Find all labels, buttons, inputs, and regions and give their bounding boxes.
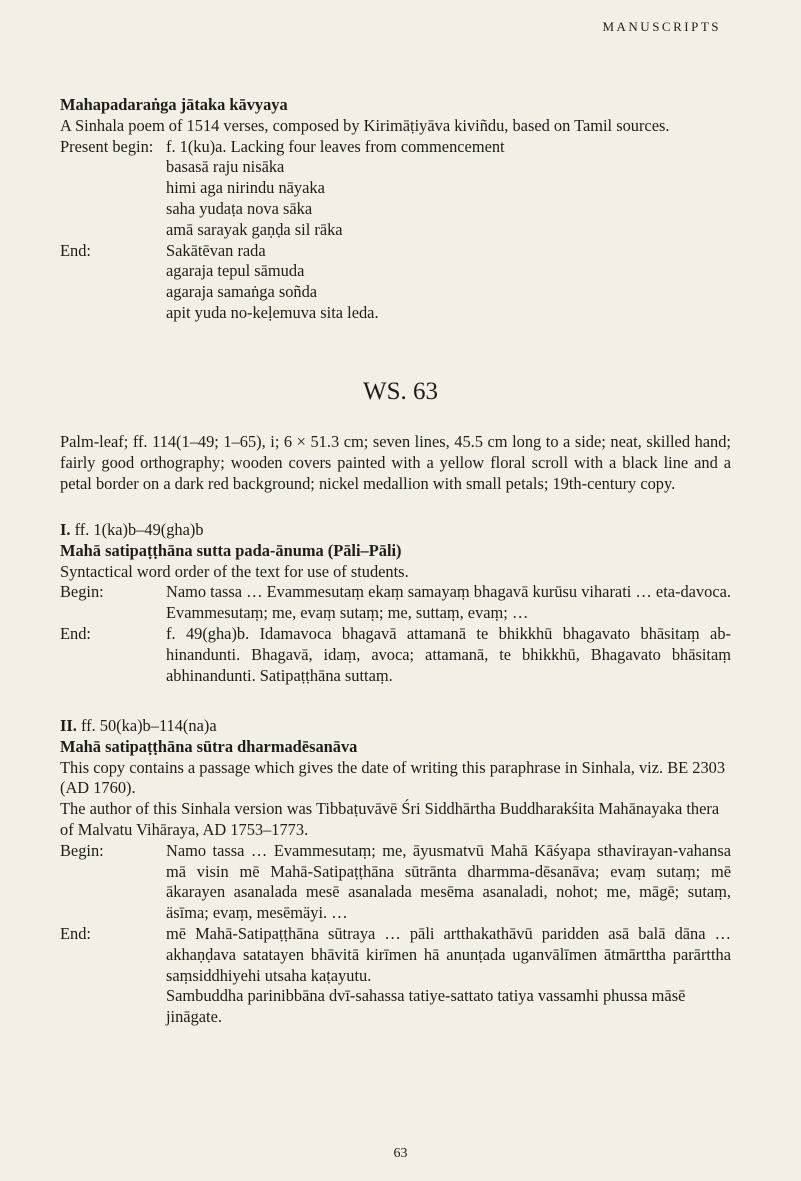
section-description: Syntactical word order of the text for use of students. (60, 561, 409, 581)
entry-mahapadaranga (60, 95, 731, 324)
running-head: MANUSCRIPTS (602, 19, 721, 34)
begin-text: Namo tassa … Evammesutaṃ; me, āyusmatvū Mahā Kāśyapa sthavirayan-vahansa mā visin mē Mahā-Satipaṭṭhāna sūtrānta dharmma-dēsanāva; evaṃ sutaṃ; mē ākarayen asanalada mesē asanalada mesēma asanaladi, nohot; me, māgē; sutaṃ, äsīma; evaṃ, mesēmäyi. … (166, 840, 731, 923)
section-folios: ff. 1(ka)b–49(gha)b (74, 520, 204, 539)
present-begin-row (60, 137, 731, 158)
folio-number: 63 (393, 1146, 408, 1161)
begin-row (60, 582, 731, 624)
end-verse-line: agaraja tepul sāmuda (166, 261, 305, 281)
section-author-note: The author of this Sinhala version was Tibbaṭuvāvē Śri Siddhārtha Buddharakśita Mahānayaka thera of Malvatu Vihāraya, AD 1753–1773. (60, 799, 720, 839)
section-description: This copy contains a passage which gives the date of writing this paraphrase in Sinhala, viz. BE 2303 (AD 1760). (60, 757, 726, 798)
end-label: End: (60, 240, 91, 260)
entry-title: Mahapadaraṅga jātaka kāvyaya (60, 95, 288, 114)
end-label: End: (60, 923, 91, 943)
begin-verse-line: amā sarayak gaṇḍa sil rāka (166, 219, 343, 239)
begin-row (60, 841, 731, 924)
entry-description: A Sinhala poem of 1514 verses, composed by Kirimāṭiyāva kiviñdu, based on Tamil sources. (60, 115, 670, 135)
section-folios: ff. 50(ka)b–114(na)a (80, 716, 217, 735)
section-title: Mahā satipaṭṭhāna sūtra dharmadēsanāva (60, 736, 358, 756)
end-verse-line: agaraja samaṅga soñda (166, 282, 318, 302)
begin-verse-line: saha yudaṭa nova sāka (166, 198, 313, 218)
ws-heading: WS. 63 (363, 378, 438, 405)
section-two (60, 716, 731, 1028)
section-number: I. (60, 520, 71, 539)
physical-description: Palm-leaf; ff. 114(1–49; 1–65), i; 6 × 51.3 cm; seven lines, 45.5 cm long to a side; neat, skilled hand; fairly good orthography; wooden covers painted with a yellow floral scroll with a black line and a petal border on a dark red background; nickel medallion with small petals; 19th-century copy. (60, 432, 731, 493)
present-begin-text: f. 1(ku)a. Lacking four leaves from commencement (166, 136, 505, 156)
end-first-line: Sakātēvan rada (166, 240, 266, 260)
section-title: Mahā satipaṭṭhāna sutta pada-ānuma (Pāli–Pāli) (60, 540, 402, 560)
section-one-heading (60, 520, 731, 541)
begin-verse-line: himi aga nirindu nāyaka (166, 178, 325, 198)
begin-label: Begin: (60, 840, 104, 860)
present-begin-label: Present begin: (60, 136, 154, 156)
end-text-block (166, 924, 731, 1028)
begin-label: Begin: (60, 582, 104, 602)
end-colophon: Sambuddha parinibbāna dvī-sahassa tatiye-sattato tatiya vassamhi phussa māsē jināgate. (166, 986, 686, 1027)
end-row (60, 624, 731, 686)
end-row (60, 924, 731, 1028)
begin-text: Namo tassa … Evammesutaṃ ekaṃ samayaṃ bhagavā kurūsu viharati … eta-davoca. Evammesutaṃ; me, evaṃ sutaṃ; me, suttaṃ, evaṃ; … (166, 582, 731, 623)
section-number: II. (60, 716, 77, 735)
end-text: f. 49(gha)b. Idamavoca bhagavā attamanā te bhikkhū bhagavato bhāsitaṃ ab-hinandunti. Bhagavā, idaṃ, avoca; attamanā, te bhikkhū, Bhagavato bhāsitaṃ abhinandunti. Satipaṭṭhāna suttaṃ. (166, 623, 731, 685)
end-label: End: (60, 623, 91, 643)
end-row (60, 241, 731, 262)
section-two-heading (60, 716, 731, 737)
begin-verse-line: basasā raju nisāka (166, 157, 285, 177)
end-verse-line: apit yuda no-keḷemuva sita leda. (166, 302, 379, 322)
end-text: mē Mahā-Satipaṭṭhāna sūtraya … pāli artthakathāvū paridden asā balā dāna … akhaṇḍava satatayen bhāvitā kirīmen hā anunṭada uganvālīmen ātmārttha parārttha saṃsiddhiyehi utsaha kaṭayutu. (166, 923, 731, 985)
section-one (60, 520, 731, 686)
